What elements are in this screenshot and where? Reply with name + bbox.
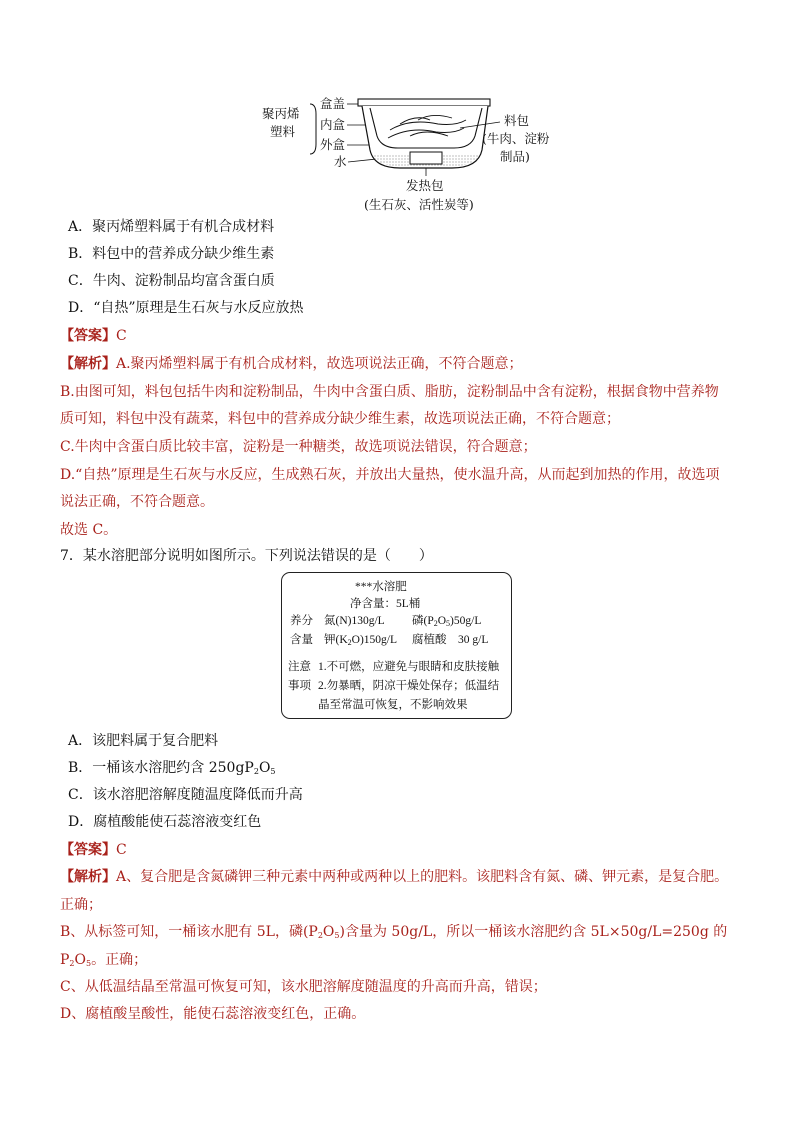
q7-stem: 7．某水溶肥部分说明如图所示。下列说法错误的是（ ） <box>60 548 433 564</box>
answer-tag: 【答案】 <box>60 328 116 344</box>
q6-option-c: C．牛肉、淀粉制品均富含蛋白质 <box>68 273 275 289</box>
label-ingredient-pack: 料包 <box>504 113 530 128</box>
analysis-tag: 【解析】 <box>60 356 116 372</box>
label-nitrogen: 氮(N)130g/L <box>324 615 385 627</box>
q7-option-a: A．该肥料属于复合肥料 <box>68 733 219 749</box>
q7-analysis-line-1 <box>60 867 728 887</box>
q7-analysis-line-4: $P_2O_5$。正确； <box>60 952 148 968</box>
q7-analysis-line-3: B、从标签可知，一桶该水肥有 5L，磷$(P_2O_5)$含量为 50g/L，所以一桶该水溶肥约含 5L×50g/L=250g 的 <box>60 924 728 940</box>
q7-option-b: B．一桶该水溶肥约含 $250gP_2O_5$ <box>68 760 276 776</box>
label-note-2: 事项 <box>288 680 311 692</box>
q6-analysis-line-2: B.由图可知，料包包括牛肉和淀粉制品，牛肉中含蛋白质、脂肪，淀粉制品中含有淀粉，根据食物中营养物 <box>60 384 719 400</box>
label-heat-pack-detail: (生石灰、活性炭等) <box>364 197 474 212</box>
q6-option-b: B．料包中的营养成分缺少维生素 <box>68 246 275 262</box>
fertilizer-label-box <box>281 572 512 719</box>
label-outer-box: 外盒 <box>320 137 346 152</box>
q6-analysis-line-5: D.“自热”原理是生石灰与水反应，生成熟石灰，并放出大量热，使水温升高，从而起到加热的作用，故选项 <box>60 467 720 483</box>
heat-pack-shape <box>410 152 442 164</box>
label-polypropylene-1: 聚丙烯 <box>262 106 300 121</box>
label-water: 水 <box>334 154 347 169</box>
label-nutrient-1: 养分 <box>290 615 313 627</box>
q6-option-a: A．聚丙烯塑料属于有机合成材料 <box>68 219 275 235</box>
q7-option-c: C．该水溶肥溶解度随温度降低而升高 <box>68 787 303 803</box>
self-heating-box-diagram <box>260 92 560 216</box>
label-ingredient-detail-1: (牛肉、淀粉 <box>482 131 550 146</box>
q7-analysis-line-2: 正确； <box>60 897 102 913</box>
q6-answer <box>60 326 127 346</box>
lid-shape <box>358 99 490 106</box>
answer-tag: 【答案】 <box>60 842 116 858</box>
q6-option-d: D．“自热”原理是生石灰与水反应放热 <box>68 300 304 316</box>
label-ingredient-detail-2: 制品) <box>500 149 530 164</box>
label-humic-acid: 腐植酸 30 g/L <box>412 634 489 646</box>
q7-analysis-line-6: D、腐植酸呈酸性，能使石蕊溶液变红色，正确。 <box>60 1006 366 1022</box>
analysis-text: A.聚丙烯塑料属于有机合成材料，故选项说法正确，不符合题意； <box>116 356 523 372</box>
label-heat-pack: 发热包 <box>406 178 444 193</box>
label-potassium: 钾$(K_2O)150g/L$ <box>324 634 397 647</box>
answer-value: C <box>116 842 127 858</box>
q6-analysis-line-1 <box>60 354 523 374</box>
q6-analysis-line-6: 说法正确，不符合题意。 <box>60 494 214 510</box>
label-inner-box: 内盒 <box>320 117 346 132</box>
label-phosphorus: 磷$(P_2O_5)50g/L$ <box>412 615 482 628</box>
answer-value: C <box>116 328 127 344</box>
q6-analysis-line-4: C.牛肉中含蛋白质比较丰富，淀粉是一种糖类，故选项说法错误，符合题意； <box>60 439 537 455</box>
analysis-text: A、复合肥是含氮磷钾三种元素中两种或两种以上的肥料。该肥料含有氮、磷、钾元素，是复合肥。 <box>116 869 729 885</box>
q7-answer <box>60 840 127 860</box>
label-note-line-3: 晶至常温可恢复，不影响效果 <box>318 699 468 711</box>
q7-analysis-line-5: C、从低温结晶至常温可恢复可知，该水肥溶解度随温度的升高而升高，错误； <box>60 979 547 995</box>
label-title: ***水溶肥 <box>355 581 407 593</box>
label-polypropylene-2: 塑料 <box>270 124 296 139</box>
brace <box>310 104 316 154</box>
q7-option-d: D．腐植酸能使石蕊溶液变红色 <box>68 814 262 830</box>
label-note-line-2: 2.勿暴晒，阴凉干燥处保存；低温结 <box>318 680 500 692</box>
analysis-tag: 【解析】 <box>60 869 116 885</box>
label-net-content: 净含量：5L桶 <box>350 598 421 610</box>
label-note-line-1: 1.不可燃，应避免与眼睛和皮肤接触 <box>318 661 500 673</box>
q6-conclusion: 故选 C。 <box>60 522 118 538</box>
label-note-1: 注意 <box>288 661 311 673</box>
label-lid: 盒盖 <box>320 96 346 111</box>
q6-analysis-line-3: 质可知，料包中没有蔬菜，料包中的营养成分缺少维生素，故选项说法正确，不符合题意； <box>60 411 620 427</box>
inner-box-shape <box>370 108 482 148</box>
label-nutrient-2: 含量 <box>290 634 313 646</box>
